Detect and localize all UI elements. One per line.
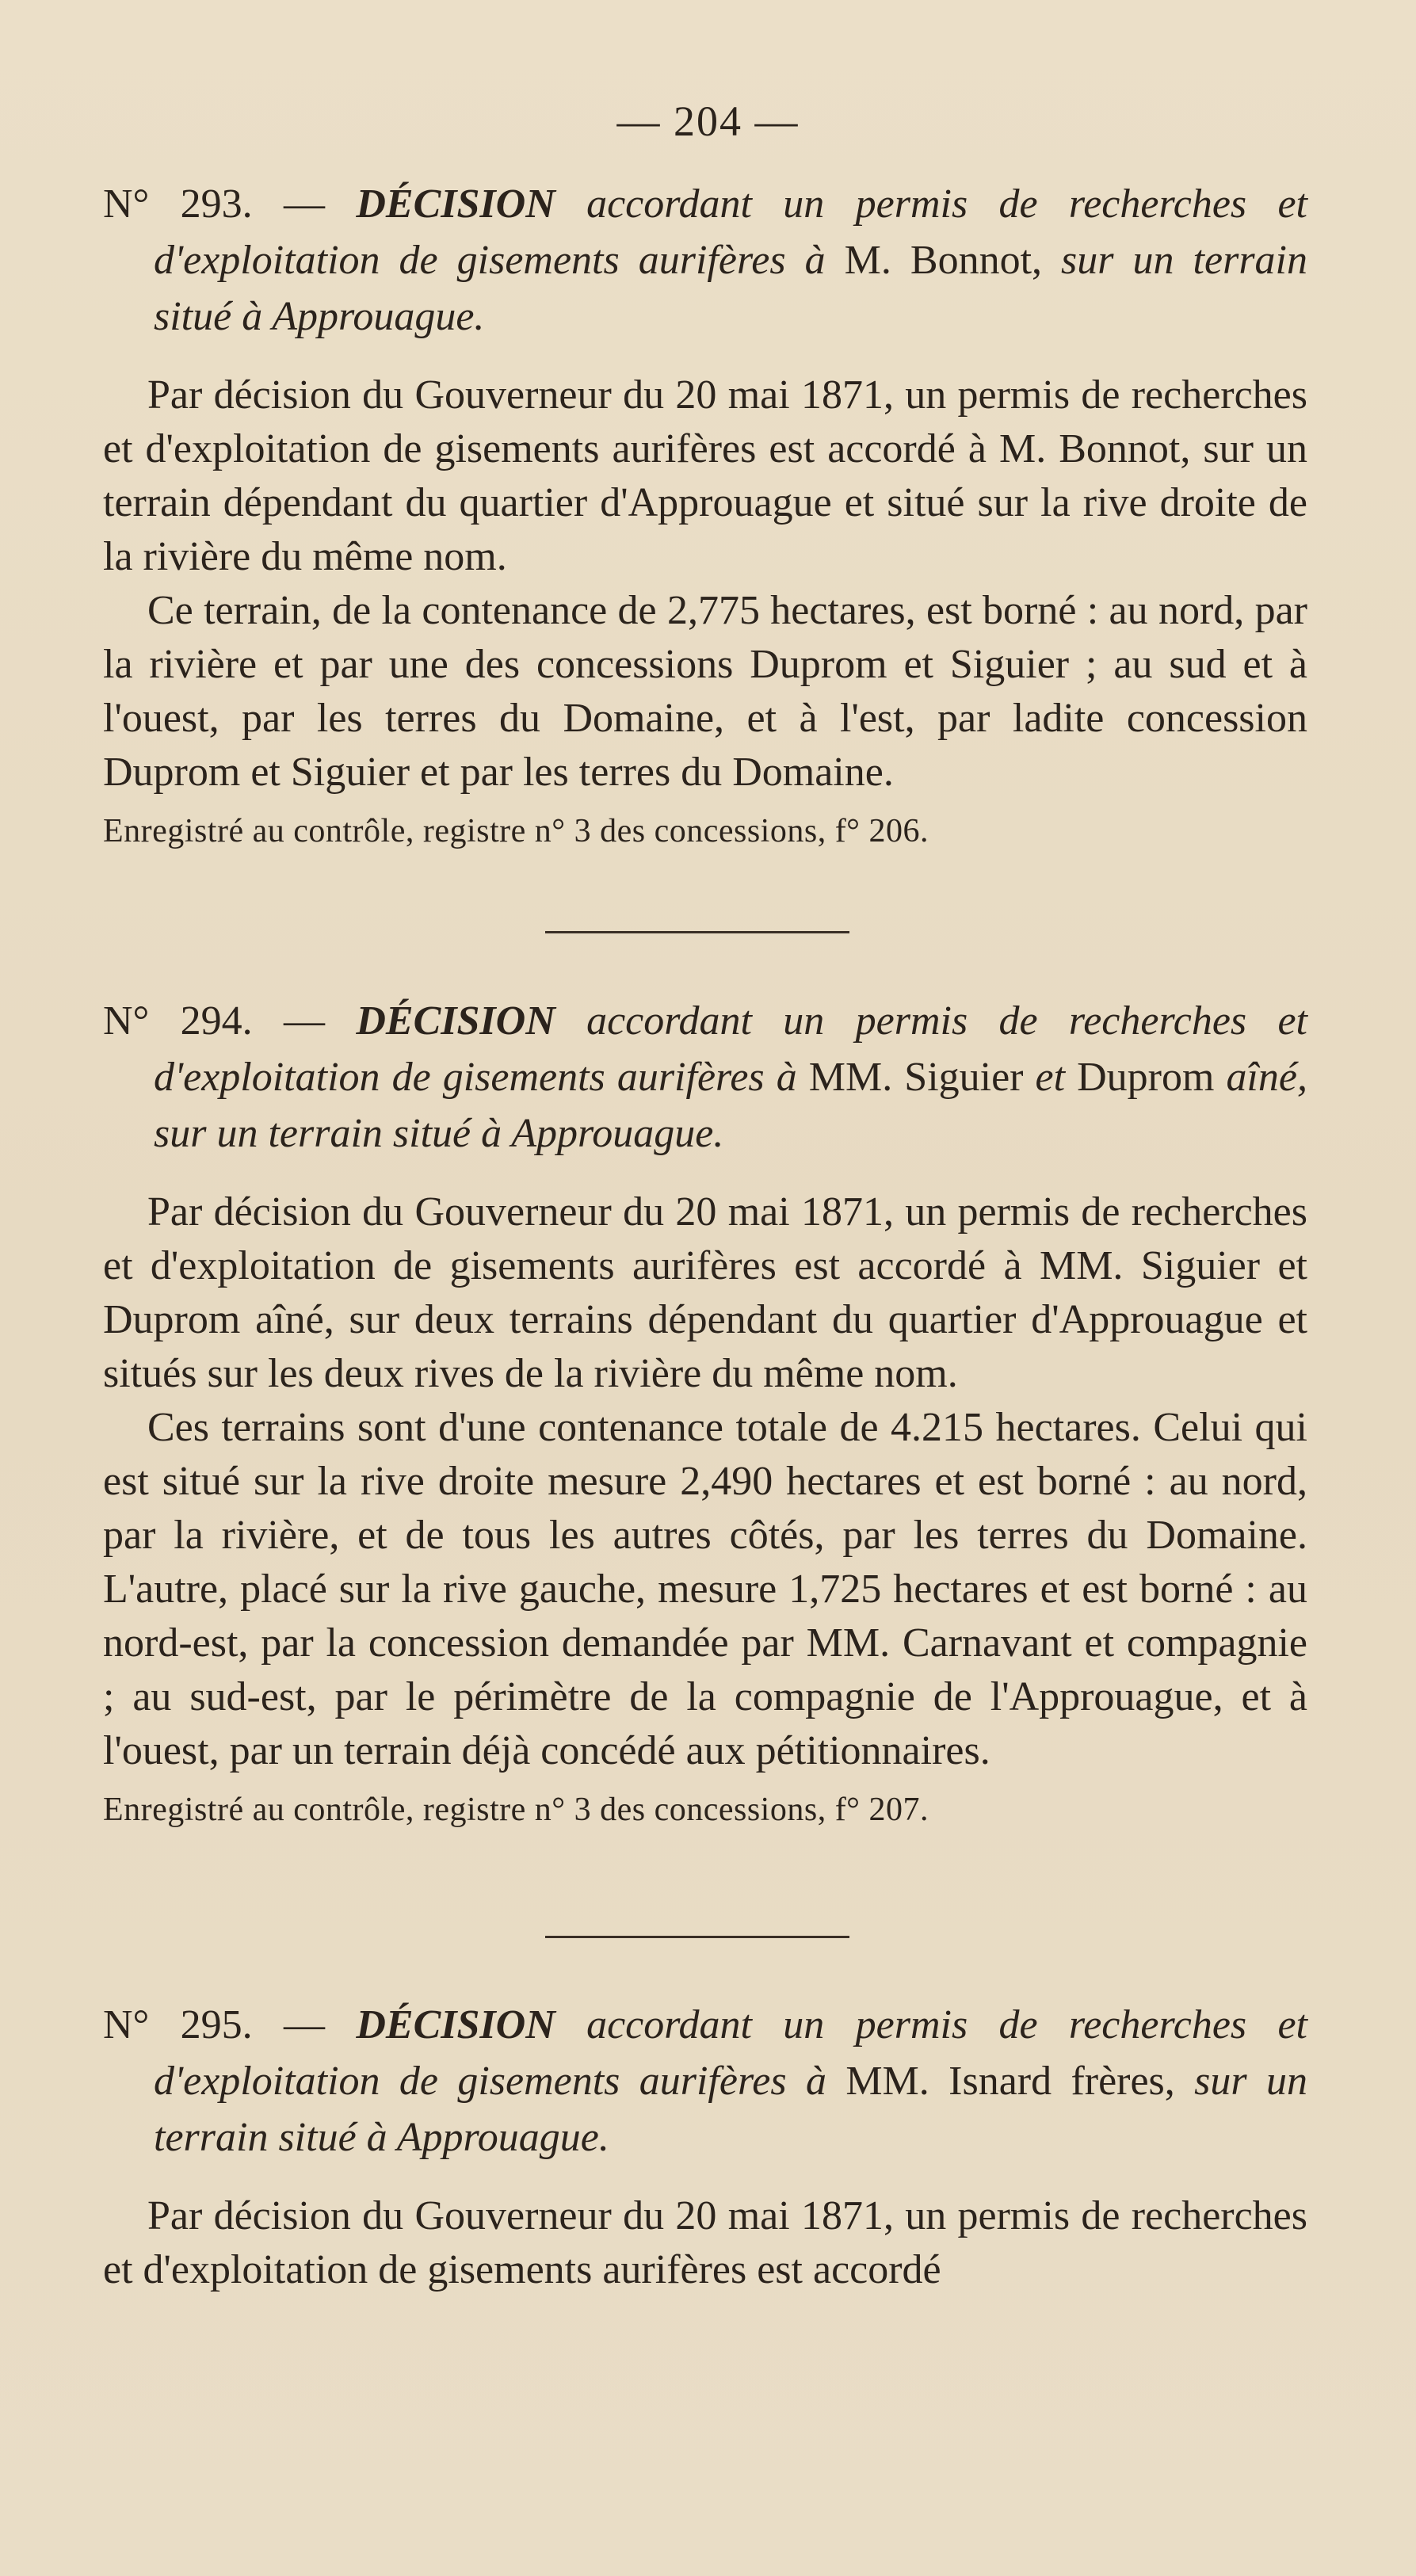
beneficiary-name: MM. Isnard frères, — [845, 2059, 1175, 2104]
beneficiary-name-2: Duprom — [1077, 1055, 1215, 1100]
decision-title-part: sur un terrain situé à Approuague. — [154, 2059, 1307, 2160]
separator-rule — [545, 931, 849, 933]
body-paragraph: Par décision du Gouverneur du 20 mai 1871, un permis de recherches et d'exploitation de gisements aurifères est accordé — [103, 2193, 1307, 2292]
decision-entry-294 — [103, 993, 1307, 1834]
separator-rule — [545, 1936, 849, 1938]
decision-heading — [103, 993, 1307, 1162]
decision-number: N° 293. — [103, 181, 253, 227]
decision-title-part: et — [1023, 1055, 1078, 1100]
decision-kind: DÉCISION — [356, 2002, 555, 2047]
decision-entry-293 — [103, 176, 1307, 855]
decision-kind: DÉCISION — [356, 181, 555, 227]
body-paragraph: Ces terrains sont d'une contenance totale de 4.215 hectares. Celui qui est situé sur la rive droite mesure 2,490 hectares et est borné : au nord, par la rivière, et de tous les autres côtés, par les terres du Domaine. L'autre, placé sur la rive gauche, mesure 1,725 hectares et est borné : au nord-est, par la concession demandée par MM. Carnavant et compagnie ; au sud-est, par le périmètre de la compagnie de l'Approuague, et à l'ouest, par un terrain déjà concédé aux pétitionnaires. — [103, 1405, 1307, 1773]
heading-dash: — — [252, 998, 357, 1044]
body-paragraph: Ce terrain, de la contenance de 2,775 hectares, est borné : au nord, par la rivière et par une des concessions Duprom et Siguier ; au sud et à l'ouest, par les terres du Domaine, et à l'est, par ladite concession Duprom et Siguier et par les terres du Domaine. — [103, 588, 1307, 795]
decision-title-part: sur un terrain situé à Approuague. — [154, 238, 1307, 339]
decision-title-part: accordant un permis de recherches et d'exploitation de gisements aurifères à — [154, 181, 1308, 283]
decision-title-part: aîné, sur un terrain situé à Approuague. — [154, 1055, 1308, 1156]
registration-note: Enregistré au contrôle, registre n° 3 des concessions, f° 207. — [103, 1792, 929, 1828]
heading-dash: — — [252, 2002, 357, 2047]
decision-heading — [103, 176, 1307, 345]
decision-kind: DÉCISION — [356, 998, 555, 1044]
decision-entry-295 — [103, 1997, 1307, 2297]
decision-number: N° 294. — [103, 998, 253, 1044]
body-paragraph: Par décision du Gouverneur du 20 mai 1871, un permis de recherches et d'exploitation de gisements aurifères est accordé à M. Bonnot, sur un terrain dépendant du quartier d'Approuague et situé sur la rive droite de la rivière du même nom. — [103, 372, 1307, 579]
heading-dash: — — [252, 181, 357, 227]
decision-title-part: accordant un permis de recherches et d'exploitation de gisements aurifères à — [154, 2002, 1308, 2104]
decision-title-part: accordant un permis de recherches et d'exploitation de gisements aurifères à — [154, 998, 1308, 1100]
decision-number: N° 295. — [103, 2002, 253, 2047]
beneficiary-name: MM. Siguier — [808, 1055, 1024, 1100]
decision-heading — [103, 1997, 1307, 2166]
body-paragraph: Par décision du Gouverneur du 20 mai 1871, un permis de recherches et d'exploitation de gisements aurifères est accordé à MM. Siguier et Duprom aîné, sur deux terrains dépendant du quartier d'Approuague et situés sur les deux rives de la rivière du même nom. — [103, 1189, 1307, 1396]
page-number: — 204 — — [616, 97, 800, 145]
registration-note: Enregistré au contrôle, registre n° 3 des concessions, f° 206. — [103, 813, 929, 849]
beneficiary-name: M. Bonnot, — [844, 238, 1043, 283]
